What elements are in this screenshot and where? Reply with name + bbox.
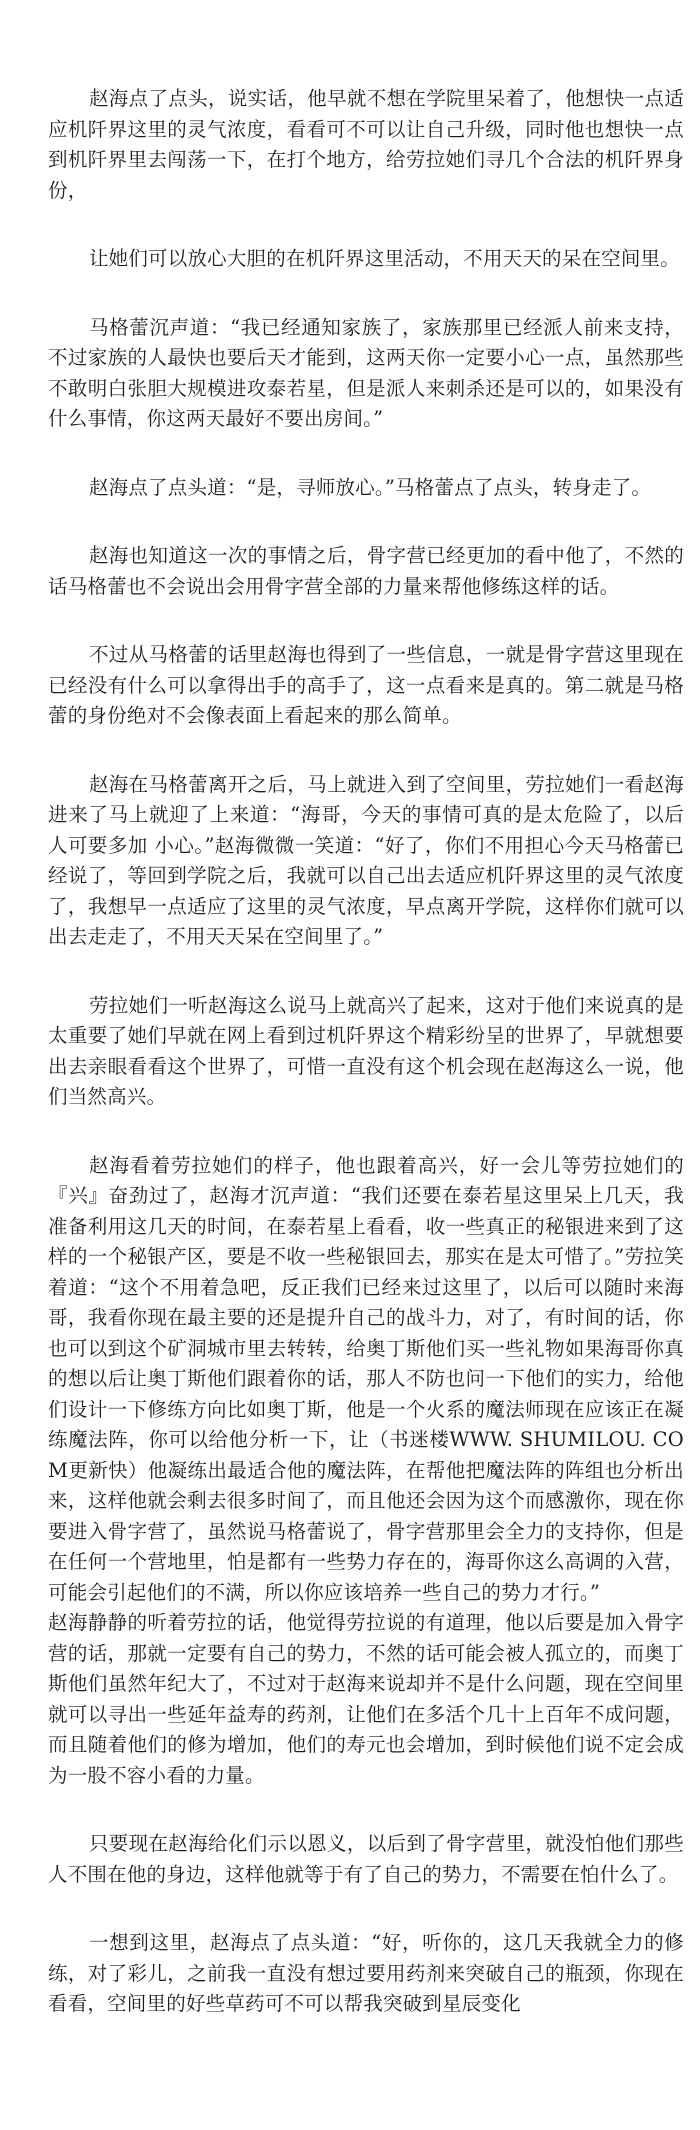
paragraph-10: 赵海静静的听着劳拉的话，他觉得劳拉说的有道理，他以后要是加入骨字营的话，那就一定要有自己的势力，不然的话可能会被人孤立的，而奥丁斯他们虽然年纪大了，不过对于赵海来说却并不是什么问题，现在空间里就可以寻出一些延年益寿的药剂，让他们在多活个几十上百年不成问题，而且随着他们的修为增加，他们的寿元也会增加，到时候他们说不定会成为一股不容小看的力量。 [48,1611,684,1787]
paragraph-7: 赵海在马格蕾离开之后，马上就进入到了空间里，劳拉她们一看赵海进来了马上就迎了上来道：“海哥，今天的事情可真的是太危险了，以后人可要多加 小心。”赵海微微一笑道：“好了，你们不用担心今天马格蕾已经说了，等回到学院之后，我就可以自己出去适应机阡界这里的灵气浓度了，我想早一点适应了这里的灵气浓度，早点离开学院，这样你们就可以出去走走了，不用天天呆在空间里了。” [48,772,684,948]
paragraph-6: 不过从马格蕾的话里赵海也得到了一些信息，一就是骨字营这里现在已经没有什么可以拿得出手的高手了，这一点看来是真的。第二就是马格蕾的身份绝对不会像表面上看起来的那么简单。 [48,643,684,727]
paragraph-4: 赵海点了点头道：“是，寻师放心。”马格蕾点了点头，转身走了。 [88,475,652,499]
paragraph-3: 马格蕾沉声道：“我已经通知家族了，家族那里已经派人前来支持，不过家族的人最快也要后天才能到，这两天你一定要小心一点，虽然那些不敢明白张胆大规模进攻泰若星，但是派人来刺杀还是可以的，如果没有什么事情，你这两天最好不要出房间。” [48,315,684,430]
paragraph-12: 一想到这里，赵海点了点头道：“好，听你的，这几天我就全力的修练，对了彩儿，之前我一直没有想过要用药剂来突破自己的瓶颈，你现在看看，空间里的好些草药可不可以帮我突破到星辰变化 [48,1931,684,2015]
paragraph-2: 让她们可以放心大胆的在机阡界这里活动，不用天天的呆在空间里。 [88,247,680,270]
paragraph-1: 赵海点了点头，说实话，他早就不想在学院里呆着了，他想快一点适应机阡界这里的灵气浓度，看看可不可以让自己升级，同时他也想快一点到机阡界里去闯荡一下，在打个地方，给劳拉她们寻几个合法的机阡界身份， [48,87,684,202]
paragraph-11: 只要现在赵海给化们示以恩义，以后到了骨字营里，就没怕他们那些人不围在他的身边，这样他就等于有了自己的势力，不需要在怕什么了。 [48,1832,684,1886]
paragraph-9: 赵海看着劳拉她们的样子，他也跟着高兴，好一会儿等劳拉她们的『兴』奋劲过了，赵海才沉声道：“我们还要在泰若星这里呆上几天，我准备利用这几天的时间，在泰若星上看看，收一些真正的秘银进来到了这样的一个秘银产区，要是不收一些秘银回去，那实在是太可惜了。”劳拉笑着道：“这个不用着急吧，反正我们已经来过这里了，以后可以随时来海哥，我看你现在最主要的还是提升自己的战斗力，对了，有时间的话，你也可以到这个矿洞城市里去转转，给奥丁斯他们买一些礼物如果海哥你真的想以后让奥丁斯他们跟着你的话，那人不防也问一下他们的实力，给他们设计一下修练方向比如奥丁斯，他是一个火系的魔法师现在应该正在凝练魔法阵，你可以给他分析一下，让（书迷楼WWW. SHUMILOU. COM更新快）他凝练出最适合他的魔法阵，在帮他把魔法阵的阵组也分析出来，这样他就会剩去很多时间了，而且他还会因为这个而感激你，现在你要进入骨字营了，虽然说马格蕾说了，骨字营那里会全力的支持你，但是在任何一个营地里，怕是都有一些势力存在的，海哥你这么高调的入营，可能会引起他们的不满，所以你应该培养一些自己的势力才行。” [48,1153,684,1604]
document-body [48,84,684,2058]
paragraph-5: 赵海也知道这一次的事情之后，骨字营已经更加的看中他了，不然的话马格蕾也不会说出会用骨字营全部的力量来帮他修练这样的话。 [48,544,684,598]
paragraph-8: 劳拉她们一听赵海这么说马上就高兴了起来，这对于他们来说真的是太重要了她们早就在网上看到过机阡界这个精彩纷呈的世界了，早就想要出去亲眼看看这个世界了，可惜一直没有这个机会现在赵海这么一说，他们当然高兴。 [48,993,684,1108]
